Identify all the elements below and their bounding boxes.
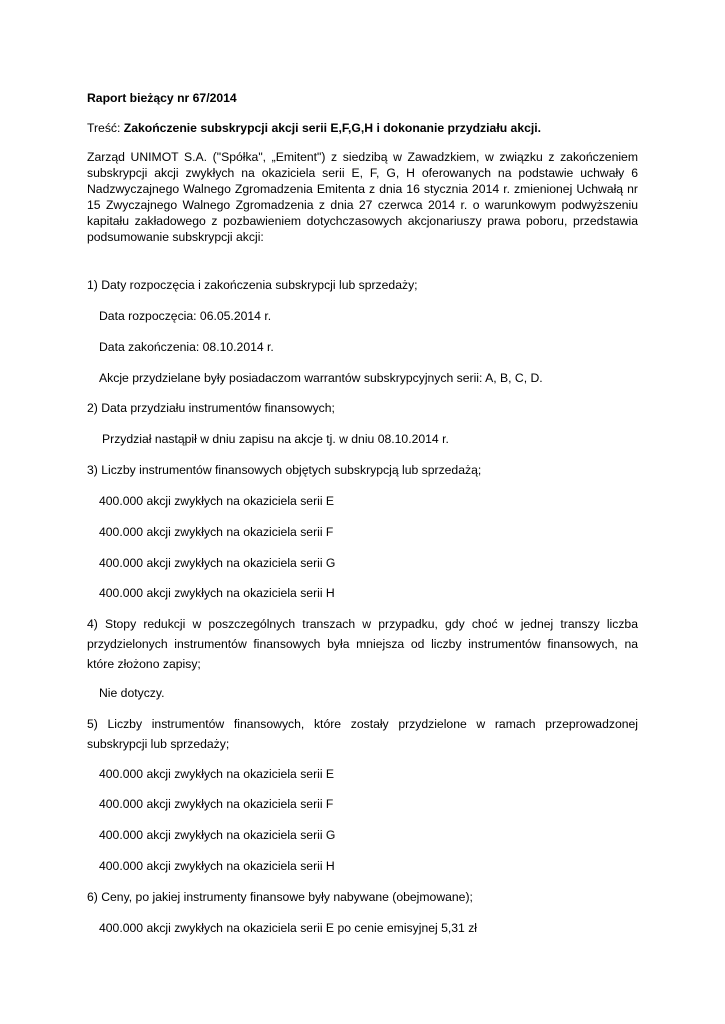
intro-line-3: Nadzwyczajnego Walnego Zgromadzenia Emitenta z dnia 16 stycznia 2014 r. zmienionej Uchwałą nr bbox=[87, 182, 638, 196]
section-2-heading: 2) Data przydziału instrumentów finansowych; bbox=[87, 401, 335, 415]
section-5-heading-line-1: 5) Liczby instrumentów finansowych, które zostały przydzielone w ramach przeprowadzonej bbox=[87, 717, 638, 731]
intro-line-2: subskrypcji akcji zwykłych na okaziciela serii E, F, G, H oferowanych na podstawie uchwały 6 bbox=[87, 166, 638, 180]
section-3-item-4: 400.000 akcji zwykłych na okaziciela serii H bbox=[99, 586, 335, 600]
intro-line-5: kapitału zakładowego z pozbawieniem dotychczasowych akcjonariuszy prawa poboru, przedstawia bbox=[87, 214, 638, 228]
section-5-item-4: 400.000 akcji zwykłych na okaziciela serii H bbox=[99, 859, 335, 873]
section-4-heading-line-3: które złożono zapisy; bbox=[87, 657, 201, 671]
intro-line-4: 15 Zwyczajnego Walnego Zgromadzenia z dnia 27 czerwca 2014 r. o warunkowym podwyższeniu bbox=[87, 198, 638, 212]
section-1-heading: 1) Daty rozpoczęcia i zakończenia subskrypcji lub sprzedaży; bbox=[87, 278, 418, 292]
section-3-item-2: 400.000 akcji zwykłych na okaziciela serii F bbox=[99, 525, 334, 539]
section-5-heading-line-2: subskrypcji lub sprzedaży; bbox=[87, 737, 230, 751]
section-6-item-1: 400.000 akcji zwykłych na okaziciela serii E po cenie emisyjnej 5,31 zł bbox=[99, 921, 477, 935]
section-3-item-3: 400.000 akcji zwykłych na okaziciela serii G bbox=[99, 556, 336, 570]
section-4-text: Nie dotyczy. bbox=[99, 686, 165, 700]
section-5-item-3: 400.000 akcji zwykłych na okaziciela serii G bbox=[99, 828, 336, 842]
section-1-start-date: Data rozpoczęcia: 06.05.2014 r. bbox=[99, 309, 272, 323]
subject-text: Zakończenie subskrypcji akcji serii E,F,G,H i dokonanie przydziału akcji. bbox=[123, 121, 542, 135]
section-5-item-1: 400.000 akcji zwykłych na okaziciela serii E bbox=[99, 767, 335, 781]
section-3-heading: 3) Liczby instrumentów finansowych objętych subskrypcją lub sprzedażą; bbox=[87, 463, 482, 477]
report-subject bbox=[87, 120, 541, 136]
section-2-text: Przydział nastąpił w dniu zapisu na akcje tj. w dniu 08.10.2014 r. bbox=[102, 432, 449, 446]
section-5-item-2: 400.000 akcji zwykłych na okaziciela serii F bbox=[99, 797, 334, 811]
section-1-end-date: Data zakończenia: 08.10.2014 r. bbox=[99, 340, 274, 354]
section-4-heading-line-2: przydzielonych instrumentów finansowych była mniejsza od liczby instrumentów finansowych, na bbox=[87, 637, 638, 651]
section-4-heading-line-1: 4) Stopy redukcji w poszczególnych transzach w przypadku, gdy choć w jednej transzy liczba bbox=[87, 617, 638, 631]
section-3-item-1: 400.000 akcji zwykłych na okaziciela serii E bbox=[99, 494, 335, 508]
intro-line-1: Zarząd UNIMOT S.A. ("Spółka", „Emitent") z siedzibą w Zawadzkiem, w związku z zakończeniem bbox=[87, 150, 638, 164]
subject-label: Treść: bbox=[87, 121, 124, 135]
report-title: Raport bieżący nr 67/2014 bbox=[87, 91, 237, 105]
section-6-heading: 6) Ceny, po jakiej instrumenty finansowe były nabywane (obejmowane); bbox=[87, 890, 473, 904]
intro-line-6: podsumowanie subskrypcji akcji: bbox=[87, 230, 264, 244]
section-1-note: Akcje przydzielane były posiadaczom warrantów subskrypcyjnych serii: A, B, C, D. bbox=[99, 371, 543, 385]
